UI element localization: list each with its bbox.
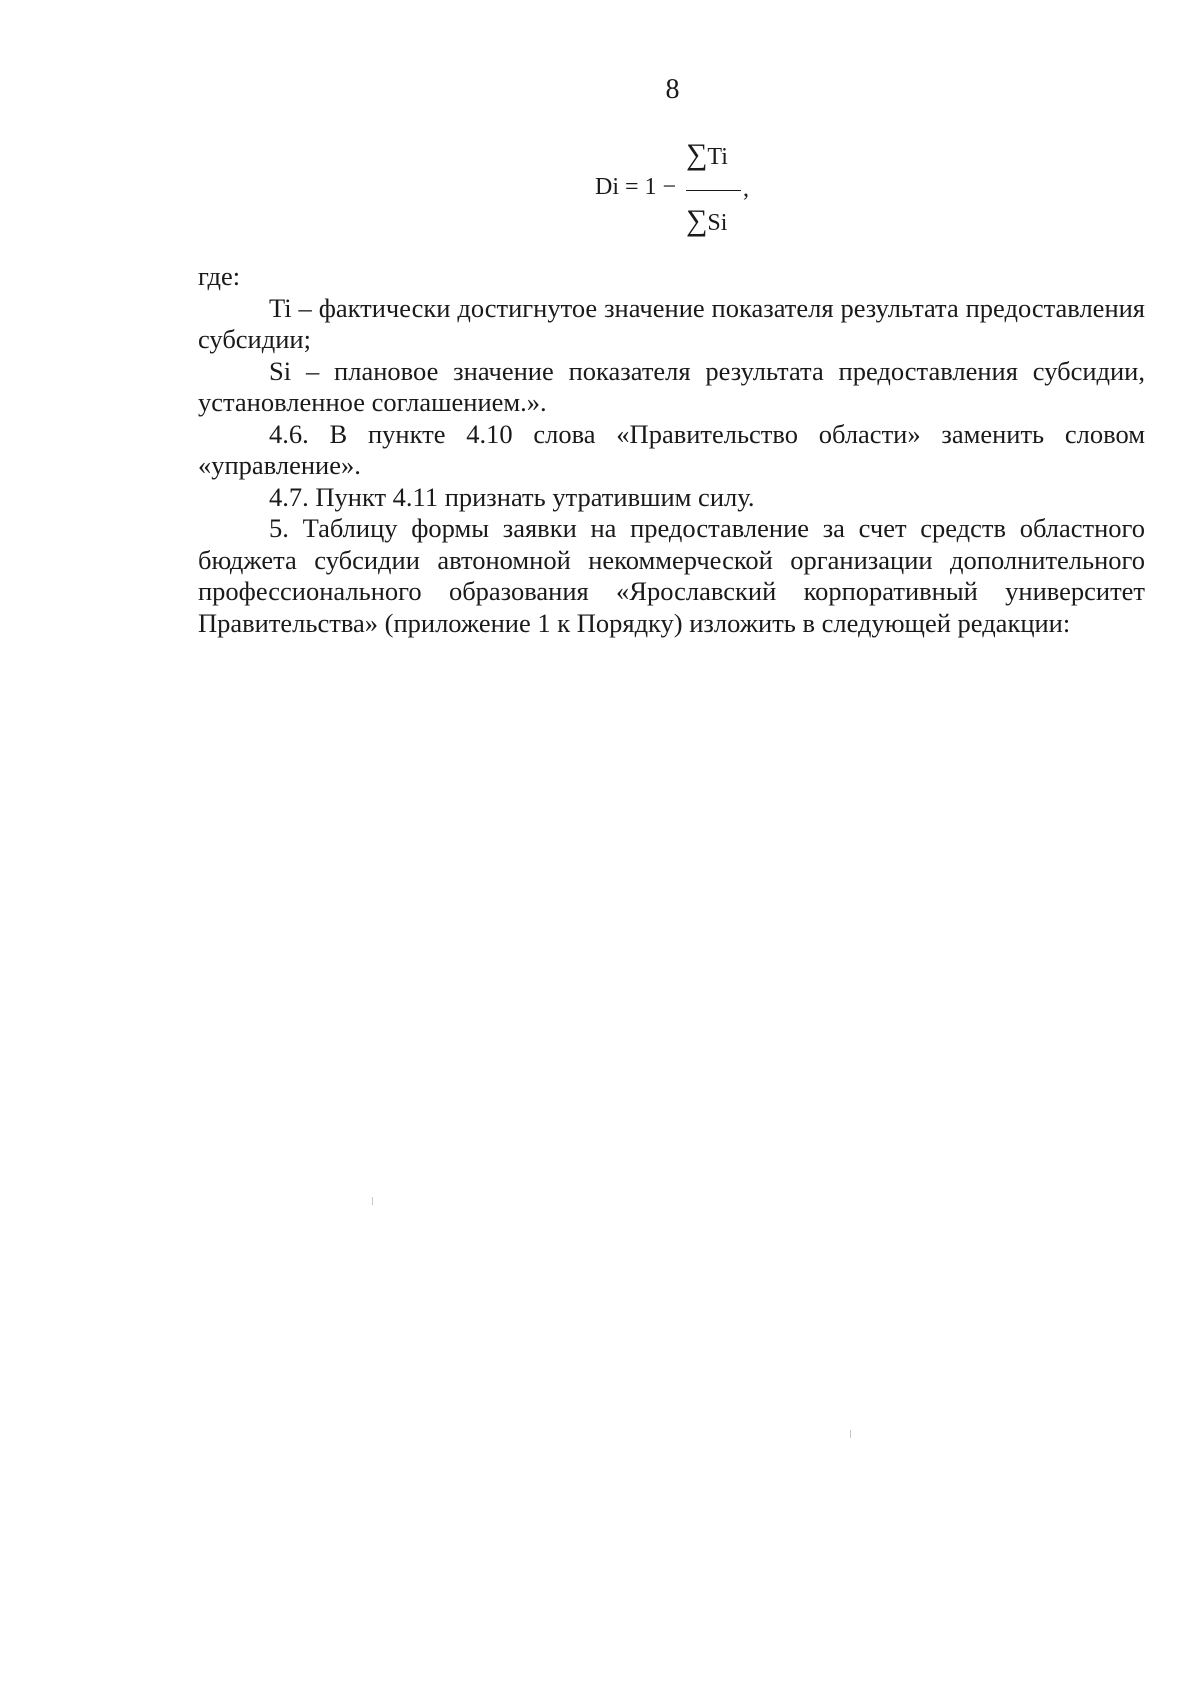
paragraph-4-6: 4.6. В пункте 4.10 слова «Правительство области» заменить словом «управление». [198, 418, 1145, 480]
sum-symbol-denominator: ∑ [686, 204, 708, 237]
paragraph-4-7: 4.7. Пункт 4.11 признать утратившим силу. [269, 481, 755, 512]
scan-artifact [850, 1430, 851, 1438]
where-label: где: [198, 261, 241, 291]
formula-lhs: Di = 1 − [595, 174, 677, 200]
formula-numerator [686, 138, 728, 172]
numerator-ti: Ti [707, 144, 728, 170]
paragraph-ti-definition: Ti – фактически достигнутое значение показателя результата предоставления субсидии; [198, 292, 1145, 354]
paragraph-5: 5. Таблицу формы заявки на предоставление за счет средств областного бюджета субсидии автономной некоммерческой организации дополнительного профессионального образования «Ярославский корпоративный университет Правительства» (приложение 1 к Порядку) изложить в следующей редакции: [198, 513, 1145, 638]
sum-symbol-numerator: ∑ [686, 138, 708, 171]
scan-artifact [372, 1197, 373, 1205]
formula-di [595, 138, 765, 248]
formula-comma: , [743, 176, 749, 202]
formula-denominator [686, 204, 727, 238]
fraction-bar [686, 190, 741, 191]
paragraph-si-definition: Si – плановое значение показателя результата предоставления субсидии, установленное соглашением.». [198, 355, 1145, 417]
body-text [198, 261, 1145, 639]
page-number: 8 [665, 74, 680, 105]
denominator-si: Si [707, 210, 728, 236]
